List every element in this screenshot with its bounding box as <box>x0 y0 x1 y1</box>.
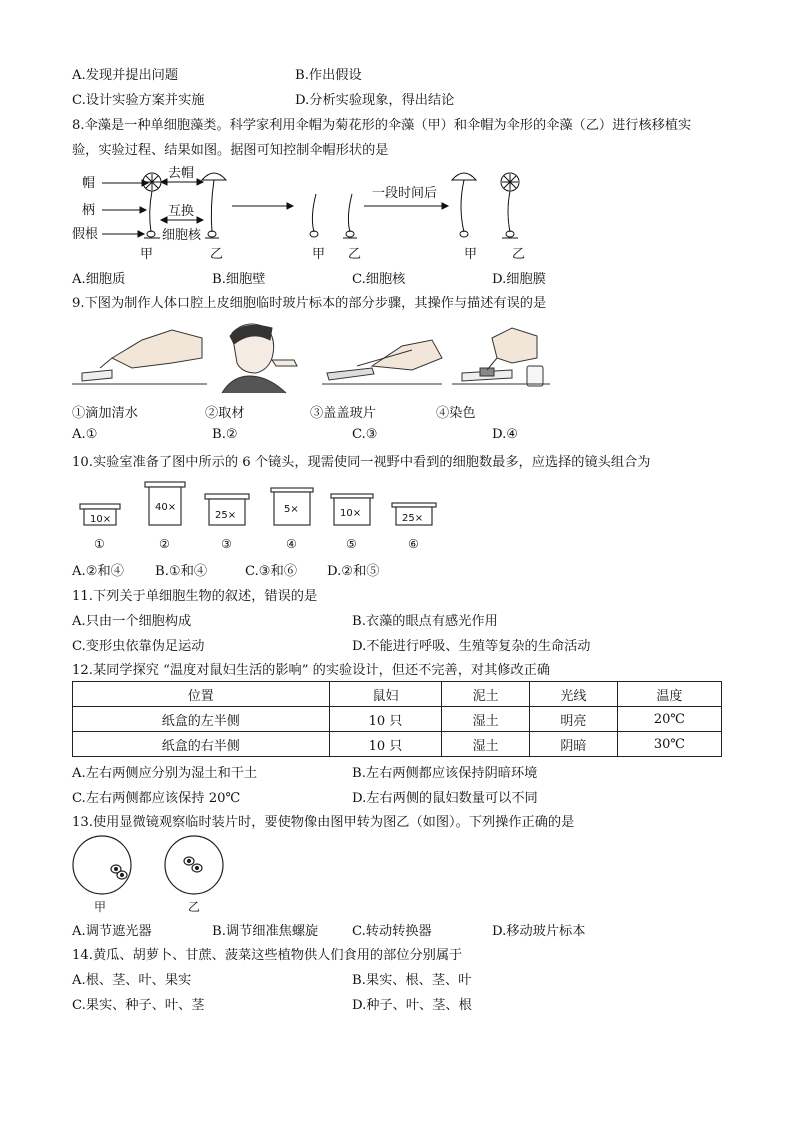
header-cell: 泥土 <box>442 682 530 707</box>
label-yi-1: 乙 <box>210 247 224 262</box>
label-jia-3: 甲 <box>464 247 478 262</box>
lens-1-num: ① <box>94 537 105 551</box>
lens-6-mark: 25× <box>402 513 424 524</box>
q10-option-c: C.③和⑥ <box>245 564 298 579</box>
q9-option-a: A.① <box>72 427 98 442</box>
table-row <box>73 707 722 732</box>
q13-option-d: D.移动玻片标本 <box>492 924 586 939</box>
q8-acetabularia-figure <box>72 162 552 262</box>
lens-6-num: ⑥ <box>408 537 419 551</box>
q11-option-b: B.衣藻的眼点有感光作用 <box>352 614 498 629</box>
q9-option-b: B.② <box>212 427 238 442</box>
label-swap: 互换 <box>168 204 195 219</box>
q12-option-b: B.左右两侧都应该保持阴暗环境 <box>352 766 538 781</box>
q12-stem: 12.某同学探究 “温度对鼠妇生活的影响” 的实验设计，但还不完善，对其修改正确 <box>72 663 551 678</box>
q7-option-c: C.设计实验方案并实施 <box>72 93 205 108</box>
q8-option-c: C.细胞核 <box>352 272 406 287</box>
q11-option-c: C.变形虫依靠伪足运动 <box>72 639 205 654</box>
table-cell: 30℃ <box>617 732 721 757</box>
table-cell: 明亮 <box>530 707 618 732</box>
q10-option-d: D.②和⑤ <box>327 564 380 579</box>
label-after: 一段时间后 <box>372 186 438 201</box>
q10-option-b: B.①和④ <box>155 564 208 579</box>
q8-option-a: A.细胞质 <box>72 272 126 287</box>
q7-option-a: A.发现并提出问题 <box>72 68 179 83</box>
lens-3-mark: 25× <box>215 510 237 521</box>
label-jia-2: 甲 <box>312 247 326 262</box>
q9-step-1: ①滴加清水 <box>72 406 138 421</box>
q8-stem-line1: 8.伞藻是一种单细胞藻类。科学家利用伞帽为菊花形的伞藻（甲）和伞帽为伞形的伞藻（乙）进行核移植实 <box>72 118 692 133</box>
lens-3-num: ③ <box>221 537 232 551</box>
q8-option-d: D.细胞膜 <box>492 272 546 287</box>
table-cell: 湿土 <box>442 707 530 732</box>
lens-2-mark: 40× <box>155 502 177 513</box>
header-cell: 位置 <box>73 682 330 707</box>
q12-option-d: D.左右两侧的鼠妇数量可以不同 <box>352 791 538 806</box>
q11-option-d: D.不能进行呼吸、生殖等复杂的生命活动 <box>352 639 591 654</box>
q9-step-3: ③盖盖玻片 <box>310 406 376 421</box>
q10-option-a: A.②和④ <box>72 564 124 579</box>
q13-option-c: C.转动转换器 <box>352 924 432 939</box>
table-row <box>73 732 722 757</box>
table-cell: 纸盒的左半侧 <box>73 707 330 732</box>
lens-5-mark: 10× <box>340 508 362 519</box>
label-root: 假根 <box>72 227 99 242</box>
q14-option-d: D.种子、叶、茎、根 <box>352 998 472 1013</box>
q11-option-a: A.只由一个细胞构成 <box>72 614 192 629</box>
header-cell: 温度 <box>617 682 721 707</box>
q8-stem-line2: 验，实验过程、结果如图。据图可知控制伞帽形状的是 <box>72 143 389 158</box>
q10-lenses-figure <box>72 478 452 554</box>
q13-option-b: B.调节细准焦螺旋 <box>212 924 319 939</box>
label-cap: 帽 <box>82 176 96 191</box>
lens-2-num: ② <box>159 537 170 551</box>
table-cell: 纸盒的右半侧 <box>73 732 330 757</box>
q12-option-c: C.左右两侧都应该保持 20℃ <box>72 791 241 806</box>
label-jia-1: 甲 <box>140 247 154 262</box>
table-cell: 10 只 <box>329 707 442 732</box>
q9-option-d: D.④ <box>492 427 519 442</box>
q10-stem: 10.实验室准备了图中所示的 6 个镜头，现需使同一视野中看到的细胞数最多，应选择的镜头组合为 <box>72 455 651 470</box>
header-cell: 鼠妇 <box>329 682 442 707</box>
q14-option-a: A.根、茎、叶、果实 <box>72 973 192 988</box>
lens-5-num: ⑤ <box>346 537 357 551</box>
table-header-row <box>73 682 722 707</box>
q12-table <box>72 681 722 757</box>
q9-step-2: ②取材 <box>205 406 245 421</box>
q9-option-c: C.③ <box>352 427 378 442</box>
q14-option-b: B.果实、根、茎、叶 <box>352 973 472 988</box>
q9-step-4: ④染色 <box>436 406 476 421</box>
q14-stem: 14.黄瓜、胡萝卜、甘蔗、菠菜这些植物供人们食用的部位分别属于 <box>72 948 463 963</box>
q11-stem: 11.下列关于单细胞生物的叙述，错误的是 <box>72 589 318 604</box>
label-stalk: 柄 <box>82 203 96 218</box>
view-yi-label: 乙 <box>188 900 201 914</box>
label-nucleus: 细胞核 <box>162 228 202 243</box>
q9-stem: 9.下图为制作人体口腔上皮细胞临时玻片标本的部分步骤，其操作与描述有误的是 <box>72 296 547 311</box>
q13-option-a: A.调节遮光器 <box>72 924 152 939</box>
q8-option-b: B.细胞壁 <box>212 272 266 287</box>
table-cell: 阴暗 <box>530 732 618 757</box>
table-cell: 10 只 <box>329 732 442 757</box>
label-yi-3: 乙 <box>512 247 526 262</box>
table-cell: 20℃ <box>617 707 721 732</box>
lens-4-mark: 5× <box>284 504 299 515</box>
lens-1-mark: 10× <box>90 514 112 525</box>
q7-option-d: D.分析实验现象，得出结论 <box>295 93 455 108</box>
lens-4-num: ④ <box>286 537 297 551</box>
q9-steps-figure <box>72 318 552 398</box>
table-cell: 湿土 <box>442 732 530 757</box>
header-cell: 光线 <box>530 682 618 707</box>
q12-option-a: A.左右两侧应分别为湿土和干土 <box>72 766 258 781</box>
q7-option-b: B.作出假设 <box>295 68 362 83</box>
view-jia-label: 甲 <box>94 900 107 914</box>
q13-microscope-views <box>72 835 232 915</box>
q13-stem: 13.使用显微镜观察临时装片时，要使物像由图甲转为图乙（如图）。下列操作正确的是 <box>72 815 575 830</box>
label-remove-cap: 去帽 <box>168 166 195 181</box>
q14-option-c: C.果实、种子、叶、茎 <box>72 998 205 1013</box>
label-yi-2: 乙 <box>348 247 362 262</box>
